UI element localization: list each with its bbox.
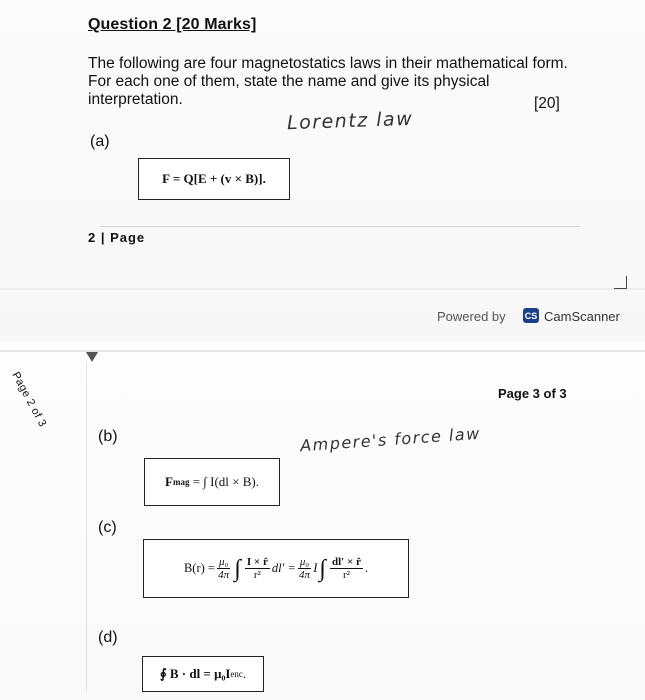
- integral-sign-1: ∫: [234, 555, 241, 582]
- fraction-1-numerator: μ₀: [218, 556, 229, 568]
- equation-b-box: [144, 458, 280, 506]
- part-d-label: (d): [98, 629, 118, 646]
- scanned-page-bottom: [0, 352, 645, 700]
- equation-d-box: [142, 656, 264, 692]
- fraction-1-denominator: 4π: [218, 569, 230, 581]
- page-number: 2 | Page: [88, 230, 146, 245]
- fraction-4-denominator: r²: [342, 569, 350, 581]
- handwritten-answer-b: Ampere's force law: [299, 423, 482, 456]
- equation-c-fraction-1: [217, 556, 230, 581]
- fraction-2-numerator: I × r̂: [246, 556, 268, 568]
- corner-mark: [614, 276, 627, 289]
- equation-c-fraction-3: [298, 556, 311, 581]
- equation-d-main: ∮ B · dl = μ₀I: [159, 666, 231, 681]
- page-edge: [0, 288, 645, 290]
- powered-by-text: Powered by: [437, 309, 506, 324]
- fraction-4-numerator: dl′ × r̂: [331, 556, 361, 568]
- marks-label: [20]: [534, 95, 560, 112]
- equation-c-fraction-4: [330, 556, 363, 581]
- equation-c-current: I: [313, 561, 318, 575]
- divider-line: [100, 226, 580, 227]
- equation-b-subscript: mag: [172, 477, 190, 487]
- equation-a: F = Q[E + (v × B)].: [162, 171, 266, 186]
- part-a-label: (a): [90, 133, 110, 150]
- corner-tick-icon: [86, 352, 98, 362]
- page-label: Page 3 of 3: [498, 386, 567, 401]
- equation-a-box: [138, 158, 290, 200]
- equation-d-end: .: [242, 666, 247, 681]
- camscanner-logo-icon: CS: [523, 308, 539, 323]
- integral-sign-2: ∫: [319, 555, 326, 582]
- part-c-label: (c): [98, 519, 117, 536]
- equation-b-rhs: = ∫ I(dl × B).: [192, 474, 259, 489]
- fraction-3-numerator: μ₀: [299, 556, 310, 568]
- equation-c-end: .: [364, 561, 369, 575]
- fraction-3-denominator: 4π: [299, 569, 311, 581]
- scanned-page-top: [0, 0, 645, 342]
- page-fold: [86, 362, 95, 692]
- fraction-2-denominator: r²: [253, 569, 261, 581]
- equation-c-mid: dl′ =: [271, 561, 296, 575]
- equation-d-subscript: enc: [230, 669, 243, 679]
- question-intro: The following are four magnetostatics laws in their mathematical form. For each one of them, state the name and give its physical interpretation.: [88, 55, 568, 108]
- part-b-label: (b): [98, 428, 118, 445]
- side-page-label: Page 2 of 3: [9, 370, 49, 430]
- handwritten-answer-a: Lorentz law: [286, 107, 414, 135]
- equation-c-box: [143, 539, 409, 598]
- question-title: Question 2 [20 Marks]: [88, 16, 257, 33]
- camscanner-brand: CamScanner: [544, 309, 620, 324]
- equation-c-lhs: B(r) =: [183, 561, 215, 575]
- equation-c-fraction-2: [245, 556, 270, 581]
- equation-b-lhs: F: [165, 474, 173, 489]
